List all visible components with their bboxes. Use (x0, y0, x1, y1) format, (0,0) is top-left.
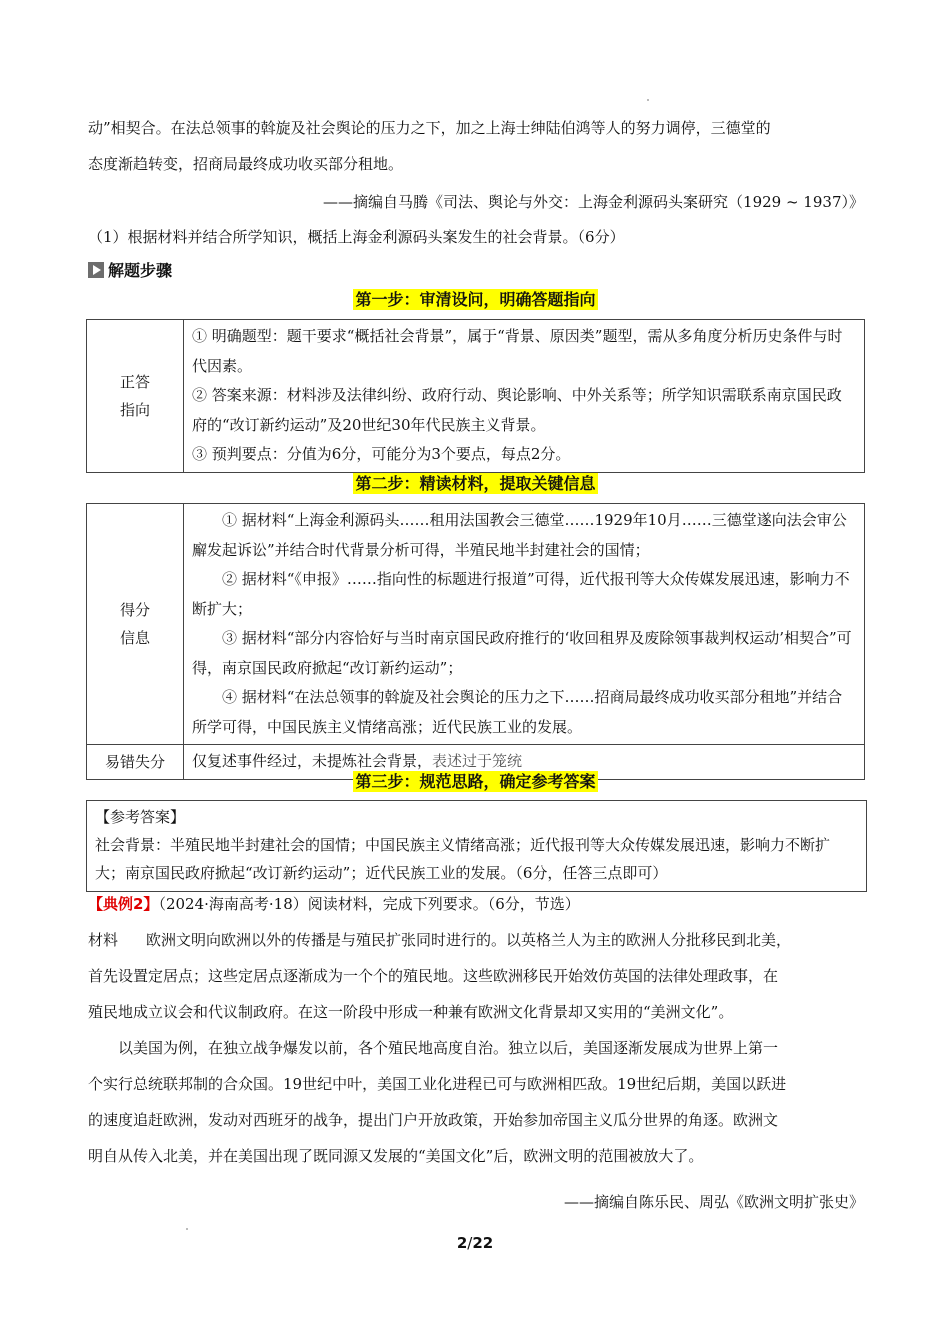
label-line: 正答 (119, 372, 150, 391)
page-current: 2 (456, 1234, 468, 1252)
step1-table (86, 319, 865, 473)
case2-header (88, 893, 580, 914)
step2-heading-text: 第二步：精读材料，提取关键信息 (355, 474, 596, 493)
step1-item: ① 明确题型：题干要求“概括社会背景”，属于“背景、原因类”题型，需从多角度分析历史条件与时代因素。 (192, 327, 843, 375)
scan-dot (186, 1228, 188, 1230)
reference-answer-box (86, 800, 867, 892)
error-label: 易错失分 (87, 745, 184, 780)
step1-content (184, 320, 865, 473)
case2-line: 明自从传入北美，并在美国出现了既同源又发展的“美国文化”后，欧洲文明的范围被放大了。 (88, 1147, 704, 1165)
answer-text: 社会背景：半殖民地半封建社会的国情；中国民族主义情绪高涨；近代报刊等大众传媒发展迅速，影响力不断扩大；南京国民政府掀起“改订新约运动”；近代民族工业的发展。（6分，任答三点即可） (95, 836, 831, 882)
case2-line: 的速度追赶欧洲，发动对西班牙的战争，提出门户开放政策，开始参加帝国主义瓜分世界的角逐。欧洲文 (88, 1111, 779, 1129)
step2-item: ① 据材料“上海金利源码头……租用法国教会三德堂……1929年10月……三德堂遂向法会审公廨发起诉讼”并结合时代背景分析可得，半殖民地半封建社会的国情； (192, 511, 847, 559)
case2-text: （2024·海南高考·18）阅读材料，完成下列要求。（6分，节选） (158, 895, 580, 913)
page-number (0, 1234, 950, 1252)
steps-title-text: 解题步骤 (108, 261, 173, 280)
play-triangle-icon (88, 262, 104, 278)
material-source: ——摘编自马腾《司法、舆论与外交：上海金利源码头案研究（1929 ~ 1937）》 (323, 193, 864, 211)
step3-heading-text: 第三步：规范思路，确定参考答案 (355, 772, 596, 791)
case2-source: ——摘编自陈乐民、周弘《欧洲文明扩张史》 (563, 1193, 864, 1211)
page-sep: / (467, 1234, 473, 1252)
material-label: 材料 (88, 931, 119, 949)
step1-heading-text: 第一步：审清设问，明确答题指向 (355, 290, 596, 309)
error-text-gray: 表述过于笼统 (432, 752, 523, 770)
error-text: 仅复述事件经过，未提炼社会背景， (192, 752, 433, 770)
step2-table (86, 503, 865, 780)
page-total: 22 (472, 1234, 494, 1252)
case2-line: 首先设置定居点；这些定居点逐渐成为一个个的殖民地。这些欧洲移民开始效仿英国的法律处理政事，在 (88, 967, 779, 985)
case2-tag: 【典例2】 (88, 895, 159, 913)
material-line: 态度渐趋转变，招商局最终成功收买部分租地。 (88, 155, 404, 173)
label-line: 指向 (119, 400, 150, 419)
step3-heading (86, 769, 865, 795)
case2-line: 材料 欧洲文明向欧洲以外的传播是与殖民扩张同时进行的。以英格兰人为主的欧洲人分批移民到北美， (88, 931, 792, 949)
case2-line: 个实行总统联邦制的合众国。19世纪中叶，美国工业化进程已可与欧洲相匹敌。19世纪后期，美国以跃进 (88, 1075, 787, 1093)
scan-dot (647, 99, 649, 101)
step2-heading (86, 471, 865, 497)
material-line: 动”相契合。在法总领事的斡旋及社会舆论的压力之下，加之上海士绅陆伯鸿等人的努力调停，三德堂的 (88, 119, 771, 137)
case2-line: 以美国为例，在独立战争爆发以前，各个殖民地高度自治。独立以后，美国逐渐发展成为世界上第一 (118, 1039, 779, 1057)
question-1: （1）根据材料并结合所学知识，概括上海金利源码头案发生的社会背景。（6分） (88, 228, 625, 246)
label-line: 信息 (119, 629, 150, 647)
step1-item: ② 答案来源：材料涉及法律纠纷、政府行动、舆论影响、中外关系等；所学知识需联系南京国民政府的“改订新约运动”及20世纪30年代民族主义背景。 (192, 386, 842, 434)
answer-title: 【参考答案】 (95, 808, 186, 826)
step2-label (87, 504, 184, 745)
step1-item: ③ 预判要点：分值为6分，可能分为3个要点，每点2分。 (192, 445, 571, 463)
step2-item: ② 据材料“《申报》……指向性的标题进行报道”可得，近代报刊等大众传媒发展迅速，影响力不断扩大； (192, 570, 850, 618)
label-line: 得分 (119, 601, 150, 619)
step2-item: ④ 据材料“在法总领事的斡旋及社会舆论的压力之下……招商局最终成功收买部分租地”并结合所学可得，中国民族主义情绪高涨；近代民族工业的发展。 (192, 688, 843, 736)
step2-content (184, 504, 865, 745)
steps-title (88, 258, 172, 281)
step1-heading (86, 287, 865, 313)
case2-material (88, 922, 864, 1174)
step2-item: ③ 据材料“部分内容恰好与当时南京国民政府推行的‘收回租界及废除领事裁判权运动’相契合”可得，南京国民政府掀起“改订新约运动”； (192, 629, 852, 677)
case2-line: 殖民地成立议会和代议制政府。在这一阶段中形成一种兼有欧洲文化背景却又实用的“美洲文化”。 (88, 1003, 734, 1021)
step1-label (87, 320, 184, 473)
material-continued (88, 110, 864, 182)
